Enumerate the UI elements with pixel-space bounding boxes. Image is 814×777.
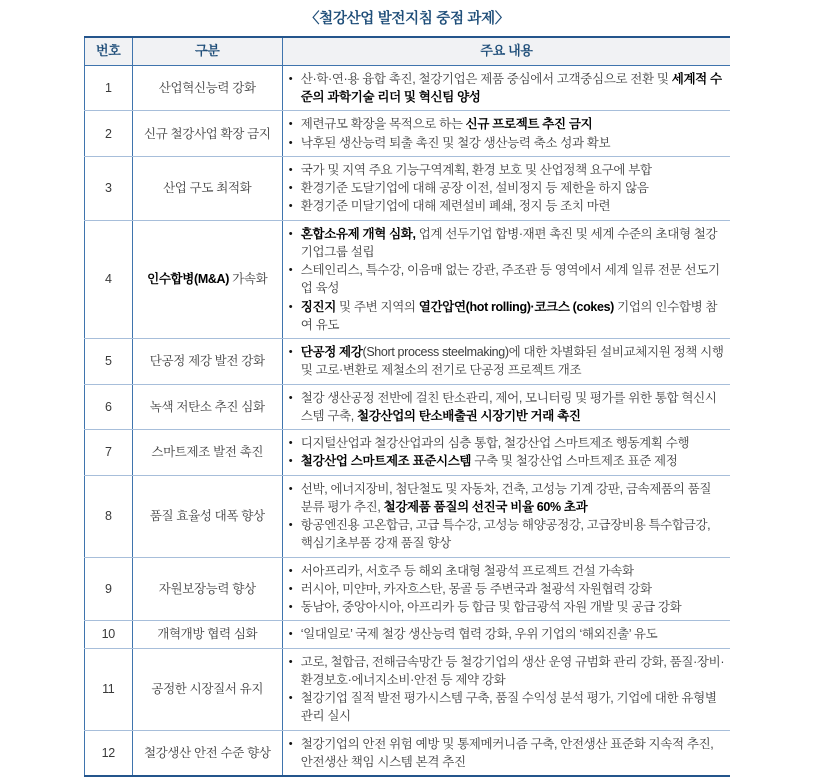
bullet-marker-icon: • [288, 455, 293, 468]
header-cell-category: 구분 [132, 37, 282, 65]
bullet-marker-icon: • [288, 264, 293, 277]
bullet-text: 항공엔진용 고온합금, 고급 특수강, 고성능 해양공정강, 고급장비용 특수합금강, 핵심기초부품 강재 품질 향상 [300, 518, 711, 551]
bullet-text: 철강 생산공정 전반에 걸친 탄소관리, 제어, 모니터링 및 평가를 위한 통합 혁신시스템 구축, 철강산업의 탄소배출권 시장기반 거래 촉진 [300, 390, 717, 423]
row-number-cell: 3 [84, 156, 132, 220]
bullet-text: 디지털산업과 철강산업과의 심층 통합, 철강산업 스마트제조 행동계획 수행 [300, 436, 690, 451]
table-row [84, 648, 730, 730]
bullet-marker-icon: • [288, 227, 293, 240]
table-row [84, 65, 730, 111]
content-cell [282, 621, 730, 648]
category-cell: 인수합병(M&A) 가속화 [132, 220, 282, 339]
row-number-cell: 6 [84, 384, 132, 430]
row-number-cell: 8 [84, 475, 132, 557]
bullet-item [289, 625, 725, 643]
category-cell: 산업 구도 최적화 [132, 156, 282, 220]
bullet-text: 선박, 에너지장비, 첨단철도 및 자동차, 건축, 고성능 기계 강판, 금속제품의 품질 분류 평가 추진, 철강제품 품질의 선진국 비율 60% 초과 [300, 481, 712, 514]
content-cell [282, 648, 730, 730]
row-number-cell: 5 [84, 339, 132, 385]
header-cell-content: 주요 내용 [282, 37, 730, 65]
content-cell [282, 220, 730, 339]
category-cell: 산업혁신능력 강화 [132, 65, 282, 111]
bullet-item [289, 225, 725, 262]
row-number-cell: 12 [84, 730, 132, 776]
bullet-item [289, 452, 725, 470]
bullet-text: ‘일대일로’ 국제 철강 생산능력 협력 강화, 우위 기업의 ‘해외진출’ 유도 [300, 627, 658, 642]
bullet-text: 징진지 및 주변 지역의 열간압연(hot rolling)·코크스 (cokes) 기업의 인수합병 참여 유도 [300, 299, 718, 332]
bullet-item [289, 735, 725, 772]
bullet-text: 단공정 제강(Short process steelmaking)에 대한 차별화된 설비교체지원 정책 시행 및 고로·변환로 제철소의 전기로 단공정 프로젝트 개조 [300, 345, 724, 378]
bullet-marker-icon: • [288, 391, 293, 404]
bullet-marker-icon: • [288, 628, 293, 641]
bullet-marker-icon: • [288, 136, 293, 149]
table-row [84, 730, 730, 776]
bullet-item [289, 516, 725, 553]
bullet-item [289, 161, 725, 179]
table-row [84, 557, 730, 621]
content-cell [282, 384, 730, 430]
table-row [84, 621, 730, 648]
table-row [84, 220, 730, 339]
category-cell: 품질 효율성 대폭 향상 [132, 475, 282, 557]
content-cell [282, 339, 730, 385]
bullet-item [289, 298, 725, 335]
bullet-marker-icon: • [288, 118, 293, 131]
bullet-marker-icon: • [288, 582, 293, 595]
bullet-text: 서아프리카, 서호주 등 해외 초대형 철광석 프로젝트 건설 가속화 [300, 563, 634, 578]
bullet-marker-icon: • [288, 163, 293, 176]
table-header-row [84, 37, 730, 65]
bullet-item [289, 179, 725, 197]
bullet-marker-icon: • [288, 519, 293, 532]
bullet-item [289, 562, 725, 580]
category-cell: 철강생산 안전 수준 향상 [132, 730, 282, 776]
bullet-item [289, 689, 725, 726]
table-row [84, 156, 730, 220]
bullet-text: 제련규모 확장을 목적으로 하는 신규 프로젝트 추진 금지 [300, 117, 593, 132]
content-cell [282, 156, 730, 220]
content-cell [282, 111, 730, 157]
category-cell: 스마트제조 발전 촉진 [132, 430, 282, 476]
row-number-cell: 10 [84, 621, 132, 648]
bullet-item [289, 434, 725, 452]
bullet-text: 러시아, 미얀마, 카자흐스탄, 몽골 등 주변국과 철광석 자원협력 강화 [300, 581, 652, 596]
bullet-marker-icon: • [288, 182, 293, 195]
bullet-item [289, 653, 725, 690]
bullet-marker-icon: • [288, 601, 293, 614]
bullet-text: 국가 및 지역 주요 기능구역계획, 환경 보호 및 산업정책 요구에 부합 [300, 162, 652, 177]
bullet-text: 스테인리스, 특수강, 이음매 없는 강관, 주조관 등 영역에서 세계 일류 전문 선도기업 육성 [300, 263, 720, 296]
bullet-text: 낙후된 생산능력 퇴출 촉진 및 철강 생산능력 축소 성과 확보 [300, 135, 611, 150]
bullet-marker-icon: • [288, 72, 293, 85]
table-row [84, 430, 730, 476]
row-number-cell: 7 [84, 430, 132, 476]
bullet-text: 철강기업 질적 발전 평가시스템 구축, 품질 수익성 분석 평가, 기업에 대한 유형별 관리 실시 [300, 691, 717, 724]
row-number-cell: 1 [84, 65, 132, 111]
bullet-item [289, 134, 725, 152]
bullet-item [289, 598, 725, 616]
row-number-cell: 9 [84, 557, 132, 621]
category-cell: 개혁개방 협력 심화 [132, 621, 282, 648]
table-row [84, 384, 730, 430]
bullet-text: 동남아, 중앙아시아, 아프리카 등 합금 및 합금광석 자원 개발 및 공급 강화 [300, 600, 682, 615]
bullet-marker-icon: • [288, 737, 293, 750]
content-cell [282, 730, 730, 776]
bullet-item [289, 480, 725, 517]
bullet-text: 산·학·연·용 융합 촉진, 철강기업은 제품 중심에서 고객중심으로 전환 및 세계적 수준의 과학기술 리더 및 혁신팀 양성 [300, 71, 722, 105]
content-cell [282, 557, 730, 621]
bullet-text: 혼합소유제 개혁 심화, 업계 선두기업 합병·재편 촉진 및 세계 수준의 초대형 철강기업그룹 설립 [300, 226, 718, 259]
task-table-body [84, 65, 730, 776]
bullet-marker-icon: • [288, 346, 293, 359]
row-number-cell: 11 [84, 648, 132, 730]
bullet-marker-icon: • [288, 200, 293, 213]
row-number-cell: 4 [84, 220, 132, 339]
table-row [84, 475, 730, 557]
page-title: 〈철강산업 발전지침 중점 과제〉 [304, 11, 510, 27]
bullet-item [289, 261, 725, 298]
bullet-marker-icon: • [288, 300, 293, 313]
category-cell: 신규 철강사업 확장 금지 [132, 111, 282, 157]
category-cell: 공정한 시장질서 유지 [132, 648, 282, 730]
bullet-text: 철강기업의 안전 위험 예방 및 통제메커니즘 구축, 안전생산 표준화 지속적 추진, 안전생산 책임 시스템 본격 추진 [300, 736, 714, 769]
content-cell [282, 475, 730, 557]
bullet-text: 환경기준 미달기업에 대해 제련설비 폐쇄, 정지 등 조치 마련 [300, 199, 611, 214]
bullet-marker-icon: • [288, 655, 293, 668]
bullet-item [289, 580, 725, 598]
table-row [84, 339, 730, 385]
bullet-text: 고로, 철합금, 전해금속망간 등 철강기업의 생산 운영 규범화 관리 강화, 품질·장비·환경보호·에너지소비·안전 등 제약 강화 [300, 654, 725, 687]
header-cell-number: 번호 [84, 37, 132, 65]
bullet-text: 철강산업 스마트제조 표준시스템 구축 및 철강산업 스마트제조 표준 제정 [300, 454, 678, 469]
category-cell: 녹색 저탄소 추진 심화 [132, 384, 282, 430]
bullet-marker-icon: • [288, 437, 293, 450]
category-cell: 자원보장능력 향상 [132, 557, 282, 621]
bullet-marker-icon: • [288, 482, 293, 495]
bullet-item [289, 197, 725, 215]
bullet-item [289, 343, 725, 380]
row-number-cell: 2 [84, 111, 132, 157]
content-cell [282, 65, 730, 111]
bullet-text: 환경기준 도달기업에 대해 공장 이전, 설비정지 등 제한을 하지 않음 [300, 181, 649, 196]
bullet-item [289, 115, 725, 133]
bullet-item [289, 389, 725, 426]
category-cell: 단공정 제강 발전 강화 [132, 339, 282, 385]
bullet-marker-icon: • [288, 564, 293, 577]
bullet-marker-icon: • [288, 692, 293, 705]
content-cell [282, 430, 730, 476]
task-table [84, 36, 731, 777]
bullet-item [289, 70, 725, 107]
table-row [84, 111, 730, 157]
